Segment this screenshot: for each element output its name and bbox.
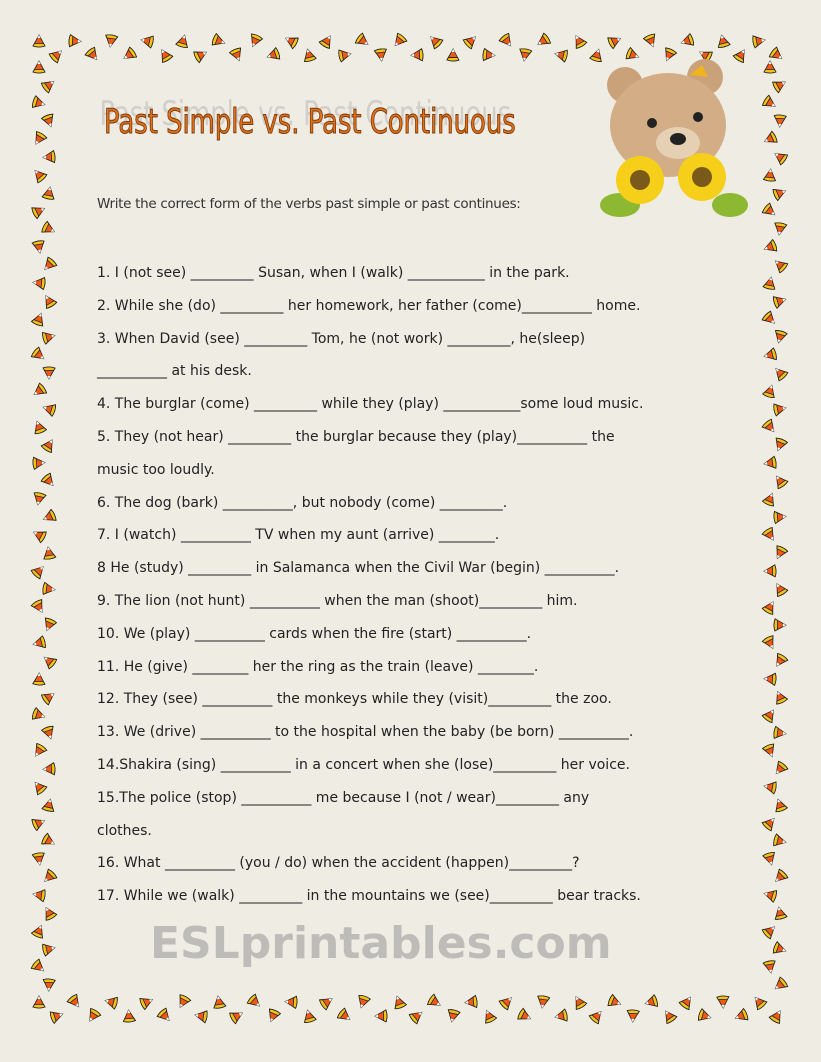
candy-corn-icon: [103, 33, 119, 49]
candy-corn-icon: [762, 167, 777, 182]
candy-corn-icon: [770, 867, 790, 887]
candy-corn-icon: [606, 32, 625, 51]
candy-corn-icon: [771, 544, 790, 563]
candy-corn-icon: [761, 382, 779, 400]
candy-corn-icon: [772, 905, 789, 922]
candy-corn-icon: [32, 60, 46, 74]
candy-corn-icon: [772, 401, 788, 417]
candy-corn-icon: [760, 921, 780, 941]
candy-corn-icon: [103, 994, 120, 1011]
candy-corn-icon: [121, 1008, 136, 1023]
candy-corn-icon: [606, 993, 624, 1011]
candy-corn-icon: [715, 33, 732, 50]
candy-corn-icon: [770, 75, 789, 94]
candy-corn-icon: [760, 201, 780, 221]
candy-corn-icon: [677, 992, 697, 1012]
instructions: Write the correct form of the verbs past simple or past continues:: [97, 196, 521, 212]
exercise-line: clothes.: [97, 822, 152, 839]
candy-corn-icon: [373, 47, 389, 63]
candy-corn-icon: [42, 762, 57, 777]
candy-corn-icon: [762, 959, 778, 975]
exercise-line: 9. The lion (not hunt) __________ when the man (shoot)_________ him.: [97, 592, 578, 609]
candy-corn-icon: [335, 1006, 355, 1026]
candy-corn-icon: [41, 941, 58, 958]
candy-corn-icon: [40, 616, 58, 634]
candy-corn-icon: [678, 32, 696, 50]
candy-corn-icon: [317, 992, 336, 1011]
candy-corn-icon: [425, 31, 445, 51]
candy-corn-icon: [30, 706, 48, 724]
candy-corn-icon: [761, 490, 779, 508]
candy-corn-icon: [174, 993, 193, 1012]
candy-corn-icon: [762, 275, 779, 292]
candy-corn-icon: [246, 32, 264, 50]
candy-corn-icon: [138, 993, 156, 1011]
candy-corn-icon: [337, 47, 353, 63]
exercise-line: 2. While she (do) _________ her homework, her father (come)__________ home.: [97, 297, 641, 314]
exercise-line: 14.Shakira (sing) __________ in a concert when she (lose)_________ her voice.: [97, 756, 630, 773]
candy-corn-icon: [763, 564, 777, 578]
candy-corn-icon: [29, 345, 49, 365]
candy-corn-icon: [39, 291, 58, 310]
candy-corn-icon: [760, 417, 780, 437]
candy-corn-icon: [569, 31, 588, 50]
exercise-list: [97, 257, 737, 913]
candy-corn-icon: [29, 597, 48, 616]
candy-corn-icon: [772, 221, 788, 237]
candy-corn-icon: [696, 1007, 713, 1024]
candy-corn-icon: [29, 957, 49, 977]
candy-corn-icon: [762, 347, 779, 364]
exercise-line: music too loudly.: [97, 461, 215, 478]
candy-corn-icon: [771, 688, 790, 707]
candy-corn-icon: [30, 418, 48, 436]
candy-corn-icon: [761, 238, 779, 256]
candy-corn-icon: [770, 759, 790, 779]
candy-corn-icon: [751, 33, 767, 49]
candy-corn-icon: [760, 525, 779, 544]
candy-corn-icon: [773, 114, 788, 129]
candy-corn-icon: [192, 46, 211, 65]
exercise-line: 7. I (watch) __________ TV when my aunt (arrive) ________.: [97, 527, 500, 544]
candy-corn-icon: [42, 978, 57, 993]
candy-corn-icon: [83, 45, 103, 65]
candy-corn-icon: [39, 903, 58, 922]
candy-corn-icon: [30, 814, 48, 832]
candy-corn-icon: [481, 47, 496, 62]
exercise-line: 13. We (drive) __________ to the hospital when the baby (be born) __________.: [97, 724, 634, 741]
teddy-bear-sunflowers-image: [590, 55, 750, 230]
candy-corn-icon: [762, 779, 778, 795]
candy-corn-icon: [210, 32, 228, 50]
candy-corn-icon: [47, 45, 67, 65]
candy-corn-icon: [762, 455, 778, 471]
candy-corn-icon: [32, 995, 46, 1009]
candy-corn-icon: [761, 130, 780, 149]
candy-corn-icon: [32, 672, 46, 686]
candy-corn-icon: [760, 705, 780, 725]
candy-corn-icon: [32, 34, 46, 48]
candy-corn-icon: [40, 724, 58, 742]
candy-corn-icon: [516, 1007, 535, 1026]
candy-corn-icon: [31, 239, 47, 255]
page-title: Past Simple vs. Past Continuous: [104, 102, 516, 142]
candy-corn-icon: [772, 725, 788, 741]
exercise-line: 10. We (play) __________ cards when the fire (start) __________.: [97, 625, 532, 642]
candy-corn-icon: [760, 597, 779, 616]
candy-corn-icon: [749, 992, 769, 1012]
candy-corn-icon: [300, 46, 317, 63]
candy-corn-icon: [761, 886, 778, 903]
candy-corn-icon: [480, 1007, 499, 1026]
candy-corn-icon: [626, 1009, 641, 1024]
candy-corn-icon: [642, 32, 660, 50]
candy-corn-icon: [193, 1008, 209, 1024]
candy-corn-icon: [773, 618, 787, 632]
candy-corn-icon: [767, 1006, 786, 1025]
candy-corn-icon: [771, 184, 789, 202]
candy-corn-icon: [40, 400, 57, 417]
candy-corn-icon: [39, 687, 58, 706]
candy-corn-icon: [31, 275, 46, 290]
candy-corn-icon: [716, 995, 730, 1009]
candy-corn-icon: [32, 456, 47, 471]
candy-corn-icon: [772, 833, 789, 850]
candy-corn-icon: [39, 75, 59, 95]
candy-corn-icon: [40, 328, 57, 345]
candy-corn-icon: [317, 31, 336, 50]
exercise-line: 11. He (give) ________ her the ring as the train (leave) ________.: [97, 658, 539, 675]
candy-corn-icon: [30, 202, 49, 221]
candy-corn-icon: [300, 1007, 317, 1024]
candy-corn-icon: [533, 31, 552, 50]
candy-corn-icon: [41, 545, 57, 561]
candy-corn-icon: [410, 48, 425, 63]
exercise-line: 17. While we (walk) _________ in the mountains we (see)_________ bear tracks.: [97, 888, 641, 905]
candy-corn-icon: [535, 994, 551, 1010]
candy-corn-icon: [29, 741, 48, 760]
candy-corn-icon: [761, 850, 778, 867]
candy-corn-icon: [30, 922, 48, 940]
candy-corn-icon: [463, 994, 478, 1009]
candy-corn-icon: [264, 1007, 282, 1025]
candy-corn-icon: [39, 831, 58, 850]
candy-corn-icon: [264, 46, 282, 64]
candy-corn-icon: [48, 1007, 66, 1025]
candy-corn-icon: [155, 45, 174, 64]
candy-corn-icon: [29, 165, 49, 185]
exercise-line: 15.The police (stop) __________ me because I (not / wear)_________ any: [97, 789, 590, 806]
candy-corn-icon: [227, 1006, 246, 1025]
watermark: ESLprintables.com: [150, 918, 612, 969]
exercise-line: 1. I (not see) _________ Susan, when I (walk) ___________ in the park.: [97, 265, 570, 281]
exercise-line: 8 He (study) _________ in Salamanca when the Civil War (begin) __________.: [97, 560, 620, 577]
candy-corn-icon: [461, 31, 481, 51]
candy-corn-icon: [41, 185, 57, 201]
candy-corn-icon: [770, 255, 790, 275]
candy-corn-icon: [41, 797, 58, 814]
candy-corn-icon: [29, 777, 49, 797]
candy-corn-icon: [770, 147, 789, 166]
candy-corn-icon: [770, 651, 789, 670]
candy-corn-icon: [40, 508, 59, 527]
candy-corn-icon: [771, 796, 789, 814]
candy-corn-icon: [39, 651, 59, 671]
candy-corn-icon: [31, 887, 47, 903]
candy-corn-icon: [553, 47, 570, 64]
candy-corn-icon: [30, 526, 49, 545]
candy-corn-icon: [587, 1006, 607, 1026]
candy-corn-icon: [353, 31, 373, 51]
candy-corn-icon: [211, 994, 227, 1010]
candy-corn-icon: [389, 31, 409, 51]
candy-corn-icon: [155, 1006, 175, 1026]
candy-corn-icon: [407, 1006, 427, 1026]
candy-corn-icon: [41, 149, 56, 164]
candy-corn-icon: [760, 813, 780, 833]
candy-corn-icon: [282, 32, 301, 51]
candy-corn-icon: [390, 993, 408, 1011]
candy-corn-icon: [29, 561, 49, 581]
candy-corn-icon: [760, 93, 779, 112]
candy-corn-icon: [761, 742, 779, 760]
candy-corn-icon: [39, 435, 58, 454]
candy-corn-icon: [65, 992, 85, 1012]
candy-corn-icon: [446, 48, 460, 62]
candy-corn-icon: [354, 993, 372, 1011]
candy-corn-icon: [83, 1006, 102, 1025]
candy-corn-icon: [763, 672, 778, 687]
candy-corn-icon: [569, 992, 588, 1011]
candy-corn-icon: [770, 471, 790, 491]
candy-corn-icon: [771, 292, 788, 309]
candy-corn-icon: [553, 1008, 569, 1024]
candy-corn-icon: [497, 992, 517, 1012]
exercise-line: 4. The burglar (come) _________ while they (play) ___________some loud music.: [97, 396, 644, 413]
candy-corn-icon: [771, 436, 789, 454]
candy-corn-icon: [39, 867, 59, 887]
candy-corn-icon: [245, 992, 265, 1012]
exercise-line: 5. They (not hear) _________ the burglar because they (play)__________ the: [97, 428, 615, 445]
candy-corn-icon: [40, 220, 59, 239]
candy-corn-icon: [374, 1009, 388, 1023]
candy-corn-icon: [31, 635, 48, 652]
exercise-line: 16. What __________ (you / do) when the accident (happen)_________?: [97, 855, 580, 872]
candy-corn-icon: [30, 310, 48, 328]
candy-corn-icon: [770, 579, 789, 598]
candy-corn-icon: [228, 46, 246, 64]
candy-corn-icon: [68, 34, 83, 49]
candy-corn-icon: [772, 509, 787, 524]
exercise-line: 6. The dog (bark) __________, but nobody (come) _________.: [97, 494, 508, 511]
candy-corn-icon: [771, 940, 789, 958]
candy-corn-icon: [642, 993, 659, 1010]
candy-corn-icon: [763, 60, 777, 74]
candy-corn-icon: [659, 1006, 678, 1025]
candy-corn-icon: [40, 112, 58, 130]
candy-corn-icon: [31, 851, 47, 867]
candy-corn-icon: [732, 1007, 750, 1025]
candy-corn-icon: [497, 31, 517, 51]
candy-corn-icon: [39, 471, 59, 491]
candy-corn-icon: [119, 45, 138, 64]
candy-corn-icon: [771, 328, 788, 345]
exercise-line: 3. When David (see) _________ Tom, he (not work) _________, he(sleep): [97, 330, 586, 347]
candy-corn-icon: [770, 363, 790, 383]
candy-corn-icon: [42, 366, 56, 380]
candy-corn-icon: [31, 491, 48, 508]
candy-corn-icon: [425, 992, 444, 1011]
candy-corn-icon: [29, 129, 48, 148]
candy-corn-icon: [761, 634, 780, 653]
candy-corn-icon: [445, 1008, 462, 1025]
candy-corn-icon: [770, 975, 790, 995]
candy-corn-icon: [139, 33, 156, 50]
candy-corn-icon: [30, 94, 47, 111]
candy-corn-icon: [29, 381, 49, 401]
candy-corn-icon: [517, 47, 533, 63]
candy-corn-icon: [39, 255, 59, 275]
exercise-line: 12. They (see) __________ the monkeys while they (visit)_________ the zoo.: [97, 691, 612, 708]
exercise-line: __________ at his desk.: [97, 363, 252, 380]
candy-corn-icon: [41, 581, 57, 597]
candy-corn-icon: [760, 309, 780, 329]
candy-corn-icon: [174, 32, 191, 49]
candy-corn-icon: [284, 995, 299, 1010]
